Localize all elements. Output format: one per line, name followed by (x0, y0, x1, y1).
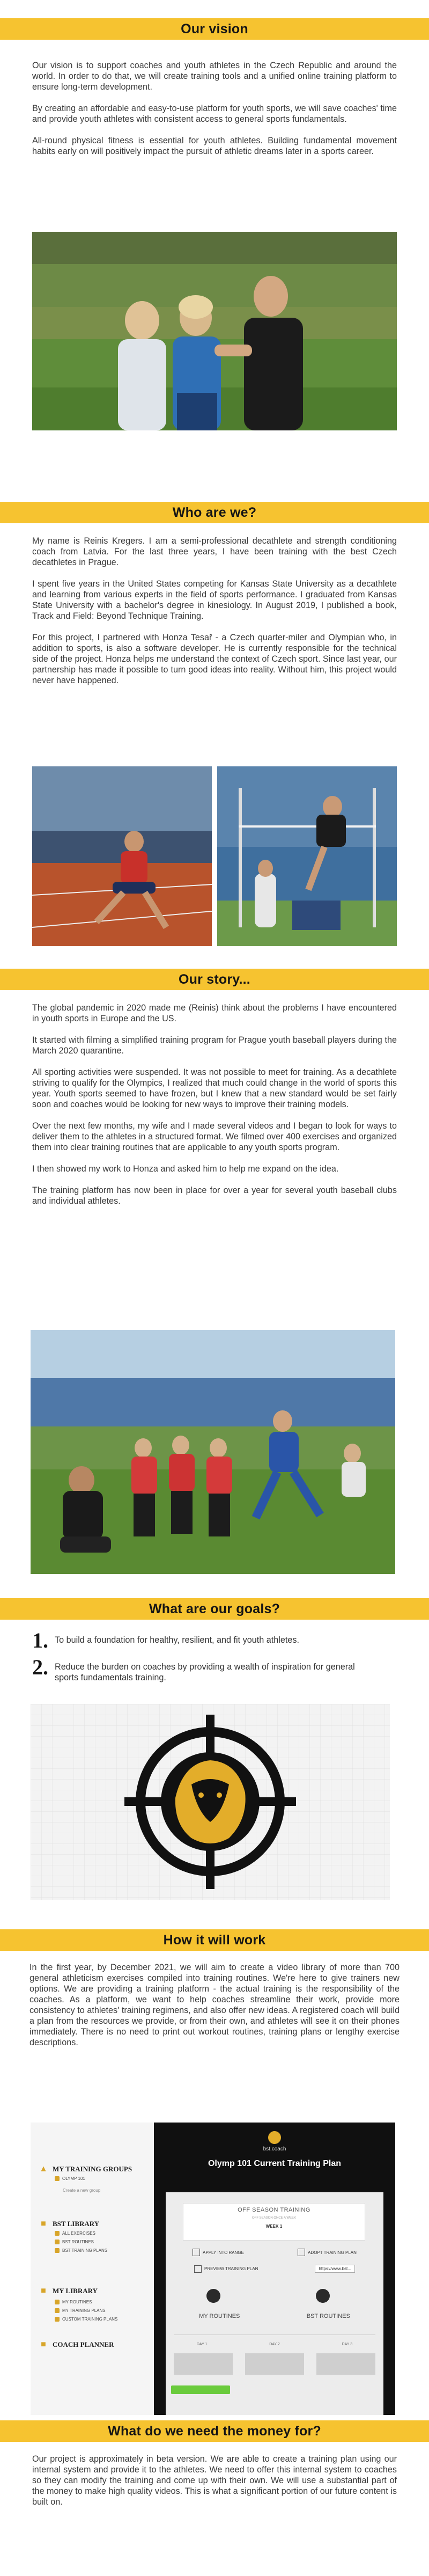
sidebar-item-my-training-plans[interactable]: MY TRAINING PLANS (55, 2308, 106, 2313)
how-paragraph-1: In the first year, by December 2021, we will aim to create a video library of more than 700 general athleticism exercises compiled into training routines. We're here to give trainers new options. We are providing a training platform - the actual training is the responsibility of the coaches. As a platform, we want to help coaches streamline their work, provide more consistency to athletes' training regimens, and also offer new ideas. A registered coach will build a plan from the resources we provide, or from their own, and athletes will see it on their phones immediately. There is no need to print out workout routines, training plans or lengthy exercise descriptions. (29, 1963, 400, 2047)
off-season-card[interactable] (183, 2203, 365, 2241)
vision-text (32, 60, 397, 167)
bst-logo-icon (268, 2131, 281, 2144)
money-title: What do we need the money for? (108, 2423, 321, 2439)
action-row-1 (166, 2249, 383, 2256)
vision-paragraph-3: All-round physical fitness is essential for youth athletes. Building fundamental movement habits early on will positively impact the pursuit of athletic dreams later in a sports career. (32, 136, 397, 156)
day-3-label: DAY 3 (342, 2343, 353, 2346)
day-2-label: DAY 2 (269, 2343, 280, 2346)
goal-text: Reduce the burden on coaches by providing a wealth of inspiration for general sports fundamentals training. (55, 1662, 355, 1682)
high-jump-photo (217, 766, 397, 946)
adopt-training-plan-button[interactable]: ADOPT TRAINING PLAN (298, 2249, 357, 2256)
bullet-icon (55, 2300, 60, 2304)
group-bullet-icon (55, 2176, 60, 2181)
story-paragraph-3: All sporting activities were suspended. It was not possible to meet for training. As a decathlete striving to qualify for the Olympics, I realized that much could change in the world of sports this year. Youth sports seemed to have frozen, but I knew that a new standard would be set fairly soon and coaches would be looking for new ways to improve their training models. (32, 1067, 397, 1109)
bullet-icon (55, 2248, 60, 2253)
goal-item-1 (32, 1628, 408, 1652)
money-text (32, 2454, 397, 2518)
sidebar-item-bst-routines[interactable]: BST ROUTINES (55, 2240, 94, 2244)
story-text (32, 1002, 397, 1217)
lion-target-logo (31, 1704, 390, 1900)
divider (174, 2334, 375, 2335)
bullet-icon (55, 2308, 60, 2313)
vision-paragraph-2: By creating an affordable and easy-to-use platform for youth sports, we will save coaches' time and provide youth athletes with consistent access to general sports fundamentals. (32, 104, 397, 124)
bullet-icon (55, 2231, 60, 2236)
who-banner (0, 502, 429, 523)
off-season-sub: OFF SEASON ONCE A WEEK (252, 2216, 297, 2220)
who-paragraph-1: My name is Reinis Kregers. I am a semi-professional decathlete and strength conditioning coach from Latvia. For the last three years, I have been training with the best Czech decathletes in Prague. (32, 536, 397, 567)
sidebar-groups-heading[interactable]: ▲ MY TRAINING GROUPS (39, 2164, 132, 2174)
create-group-link[interactable]: Create a new group (63, 2188, 101, 2193)
coach-with-kids-photo (32, 232, 397, 430)
sidebar-item-bst-training-plans[interactable]: BST TRAINING PLANS (55, 2248, 107, 2253)
sidebar-item-custom-training-plans[interactable]: CUSTOM TRAINING PLANS (55, 2317, 117, 2322)
story-paragraph-6: The training platform has now been in place for over a year for several youth baseball clubs and individual athletes. (32, 1185, 397, 1206)
goal-text: To build a foundation for healthy, resilient, and fit youth athletes. (55, 1635, 299, 1645)
sprinter-photo (32, 766, 212, 946)
action-row-2 (166, 2265, 383, 2273)
story-title: Our story... (179, 971, 250, 987)
sidebar-group-item[interactable]: OLYMP 101 (55, 2176, 85, 2181)
planner-icon: ■ (41, 2340, 46, 2349)
how-banner (0, 1929, 429, 1951)
off-season-title: OFF SEASON TRAINING (238, 2207, 310, 2213)
share-url-field[interactable]: https://www.bst... (315, 2265, 354, 2273)
sidebar-coach-planner[interactable]: ■ COACH PLANNER (39, 2340, 114, 2350)
day-1-active-bar[interactable] (171, 2385, 230, 2394)
week-label: WEEK 1 (265, 2224, 283, 2229)
day-1-slot[interactable] (174, 2353, 233, 2375)
bullet-icon (55, 2317, 60, 2322)
who-title: Who are we? (172, 504, 257, 520)
app-main (154, 2123, 395, 2415)
day-2-slot[interactable] (245, 2353, 304, 2375)
my-routines-button[interactable]: MY ROUTINES (199, 2313, 240, 2319)
sidebar-mylibrary-heading[interactable]: ■ MY LIBRARY (39, 2286, 98, 2296)
sidebar-library-heading[interactable]: ■ BST LIBRARY (39, 2219, 99, 2229)
money-banner (0, 2420, 429, 2442)
bst-routines-button[interactable]: BST ROUTINES (306, 2313, 350, 2319)
story-banner (0, 969, 429, 990)
platform-screenshot (31, 2123, 395, 2415)
story-paragraph-4: Over the next few months, my wife and I made several videos and I began to look for ways to deliver them to the athletes in a structured format. We filmed over 400 exercises and organized them into clear training routines that are applicable to any youth sports program. (32, 1121, 397, 1152)
library-icon: ■ (41, 2219, 46, 2228)
vision-banner (0, 18, 429, 40)
story-paragraph-1: The global pandemic in 2020 made me (Reinis) think about the problems I have encountered in youth sports in Europe and the US. (32, 1003, 397, 1023)
goals-banner (0, 1598, 429, 1620)
sidebar-item-all-exercises[interactable]: ALL EXERCISES (55, 2231, 95, 2236)
bst-routines-icon (316, 2289, 330, 2303)
app-sidebar (31, 2123, 154, 2415)
days-row (166, 2343, 383, 2346)
preview-training-plan-button[interactable]: PREVIEW TRAINING PLAN (194, 2265, 258, 2273)
story-paragraph-5: I then showed my work to Honza and asked him to help me expand on the idea. (32, 1164, 339, 1174)
who-paragraph-3: For this project, I partnered with Honza Tesař - a Czech quarter-miler and Olympian who, in addition to sports, is also a software developer. He is currently responsible for the technical side of the project. Honza helps me understand the context of Czech sport. Since last year, our partnership has made it possible to turn good ideas into reality. Without him, this project would never have happened. (32, 633, 397, 685)
groups-icon: ▲ (39, 2164, 48, 2174)
how-title: How it will work (163, 1932, 266, 1948)
day-1-label: DAY 1 (196, 2343, 208, 2346)
goals-title: What are our goals? (149, 1601, 280, 1616)
plan-title: Olymp 101 Current Training Plan (208, 2159, 342, 2168)
goal-number: 1. (32, 1628, 48, 1652)
sidebar-item-my-routines[interactable]: MY ROUTINES (55, 2300, 92, 2304)
goal-number: 2. (32, 1655, 48, 1679)
story-paragraph-2: It started with filming a simplified training program for Prague youth baseball players during the March 2020 quarantine. (32, 1035, 397, 1056)
my-library-icon: ■ (41, 2286, 46, 2295)
day-3-slot[interactable] (316, 2353, 375, 2375)
bullet-icon (55, 2240, 60, 2244)
who-text (32, 536, 397, 697)
goal-item-2 (32, 1655, 408, 1683)
vision-title: Our vision (181, 21, 248, 36)
money-paragraph-1: Our project is approximately in beta version. We are able to create a training plan using our internal system and provide it to the athletes. We need to offer this internal system to coaches so they can modify the training and come up with their own. We will use a substantial part of the money to make high quality videos. This is what a significant portion of our future content is built on. (32, 2454, 397, 2507)
routines-row (166, 2313, 383, 2319)
my-routines-icon (206, 2289, 220, 2303)
how-text (29, 1962, 400, 2059)
logo-text: bst.coach (263, 2146, 286, 2152)
who-paragraph-2: I spent five years in the United States competing for Kansas State University as a decathlete and learning from various experts in the field of sports performance. I graduated from Kansas State University with a bachelor's degree in kinesiology. In August 2019, I published a book, Track and Field: Beyond Technique Training. (32, 579, 397, 621)
group-training-photo (31, 1330, 395, 1574)
apply-into-range-button[interactable]: APPLY INTO RANGE (193, 2249, 244, 2256)
vision-paragraph-1: Our vision is to support coaches and youth athletes in the Czech Republic and around the world. In order to do that, we will create training tools and a unified online training platform to ensure long-term development. (32, 61, 397, 92)
plan-panel (166, 2192, 383, 2415)
